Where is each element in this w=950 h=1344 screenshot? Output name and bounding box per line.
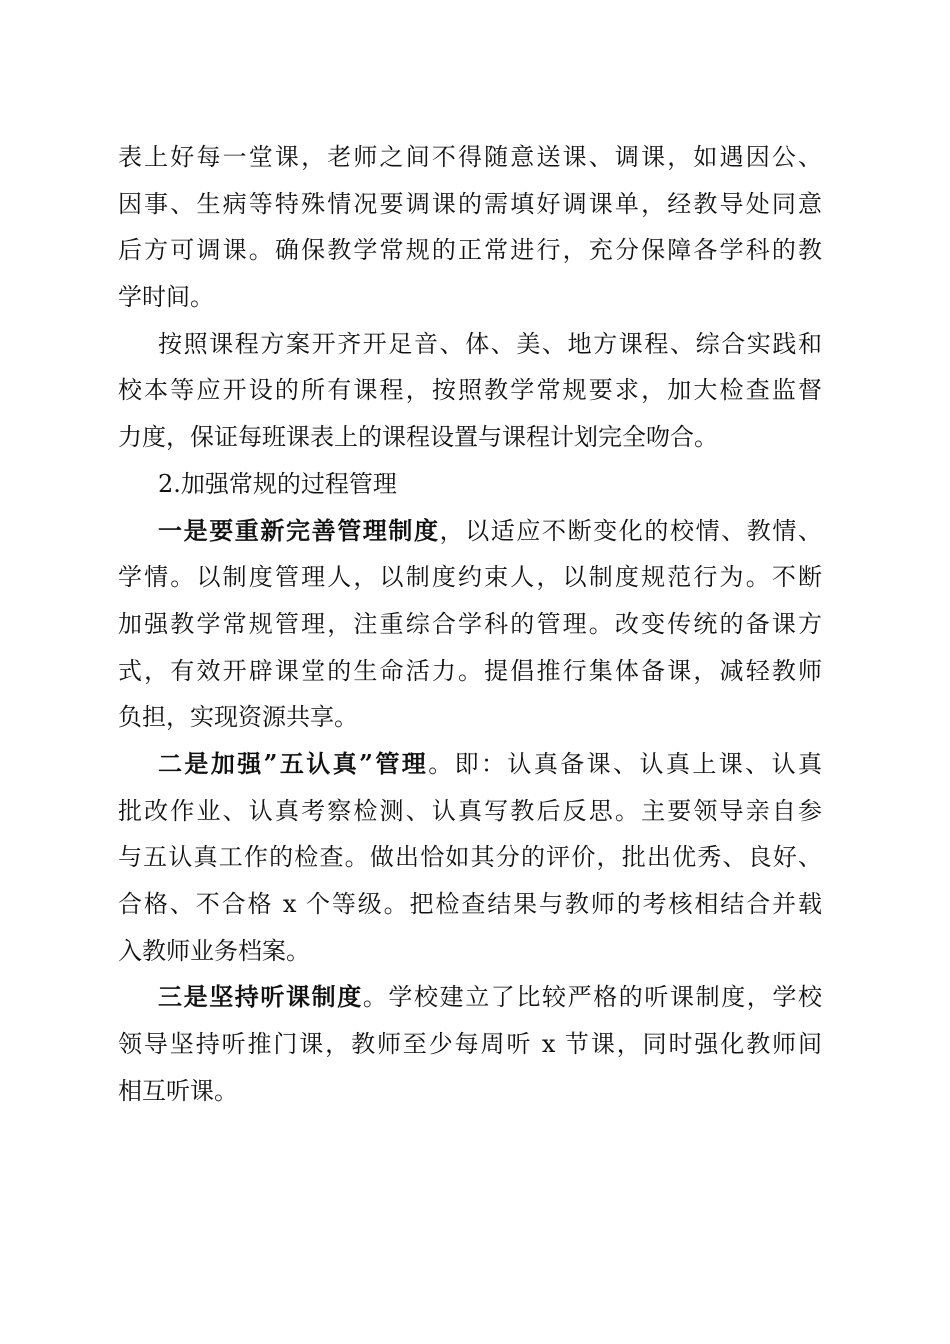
paragraph (118, 461, 822, 508)
text-line (118, 834, 822, 881)
line-text: 表上好每一堂课，老师之间不得随意送课、调课，如遇因公、 (118, 143, 822, 171)
line-text: 合格、不合格 x 个等级。把检查结果与教师的考核相结合并载 (118, 890, 822, 918)
line-text: 。即：认真备课、认真上课、认真 (428, 749, 823, 778)
text-line (118, 134, 822, 181)
line-text: 式，有效开辟课堂的生命活力。提倡推行集体备课，减轻教师 (118, 656, 822, 685)
bold-lead-text: 三是坚持听课制度 (158, 982, 363, 1012)
paragraph (118, 321, 822, 461)
text-line (118, 367, 822, 414)
text-line (118, 461, 822, 508)
line-text: 按照课程方案开齐开足音、体、美、地方课程、综合实践和 (158, 329, 822, 358)
paragraph (118, 974, 822, 1114)
paragraph (118, 741, 822, 974)
line-text: 相互听课。 (118, 1076, 238, 1105)
text-line (118, 694, 822, 741)
text-line (118, 928, 822, 975)
text-line (118, 414, 822, 461)
line-text: 学时间。 (118, 283, 214, 312)
line-text: 加强教学常规管理，注重综合学科的管理。改变传统的备课方 (118, 609, 822, 638)
line-text: 学情。以制度管理人，以制度约束人，以制度规范行为。不断 (118, 563, 822, 592)
paragraph (118, 508, 822, 741)
line-text: 领导坚持听推门课，教师至少每周听 x 节课，同时强化教师间 (118, 1030, 822, 1059)
text-line (118, 1068, 822, 1115)
line-text: 与五认真工作的检查。做出恰如其分的评价，批出优秀、良好、 (118, 843, 822, 872)
bold-lead-text: 二是加强”五认真”管理 (158, 748, 429, 778)
line-text: 因事、生病等特殊情况要调课的需填好调课单，经教导处同意 (118, 189, 822, 218)
line-text: 2.加强常规的过程管理 (158, 469, 397, 498)
line-text: 后方可调课。确保教学常规的正常进行，充分保障各学科的教 (118, 236, 822, 265)
paragraph (118, 134, 822, 321)
text-line (118, 1021, 822, 1068)
line-text: 力度，保证每班课表上的课程设置与课程计划完全吻合。 (118, 423, 718, 452)
text-line (118, 601, 822, 648)
line-text: ，以适应不断变化的校情、教情、 (439, 516, 823, 545)
text-line (118, 227, 822, 274)
document-body (118, 134, 822, 1114)
bold-lead-text: 一是要重新完善管理制度 (158, 515, 440, 545)
text-line (118, 648, 822, 695)
text-line (118, 181, 822, 228)
text-line (118, 554, 822, 601)
line-text: 负担，实现资源共享。 (118, 703, 358, 732)
text-line (118, 974, 822, 1021)
line-text: 批改作业、认真考察检测、认真写教后反思。主要领导亲自参 (118, 796, 822, 825)
text-line (118, 321, 822, 368)
text-line (118, 508, 822, 555)
text-line (118, 788, 822, 835)
line-text: 。学校建立了比较严格的听课制度，学校 (362, 983, 823, 1012)
line-text: 入教师业务档案。 (118, 936, 310, 965)
text-line (118, 741, 822, 788)
line-text: 校本等应开设的所有课程，按照教学常规要求，加大检查监督 (118, 376, 822, 405)
text-line (118, 881, 822, 928)
text-line (118, 274, 822, 321)
